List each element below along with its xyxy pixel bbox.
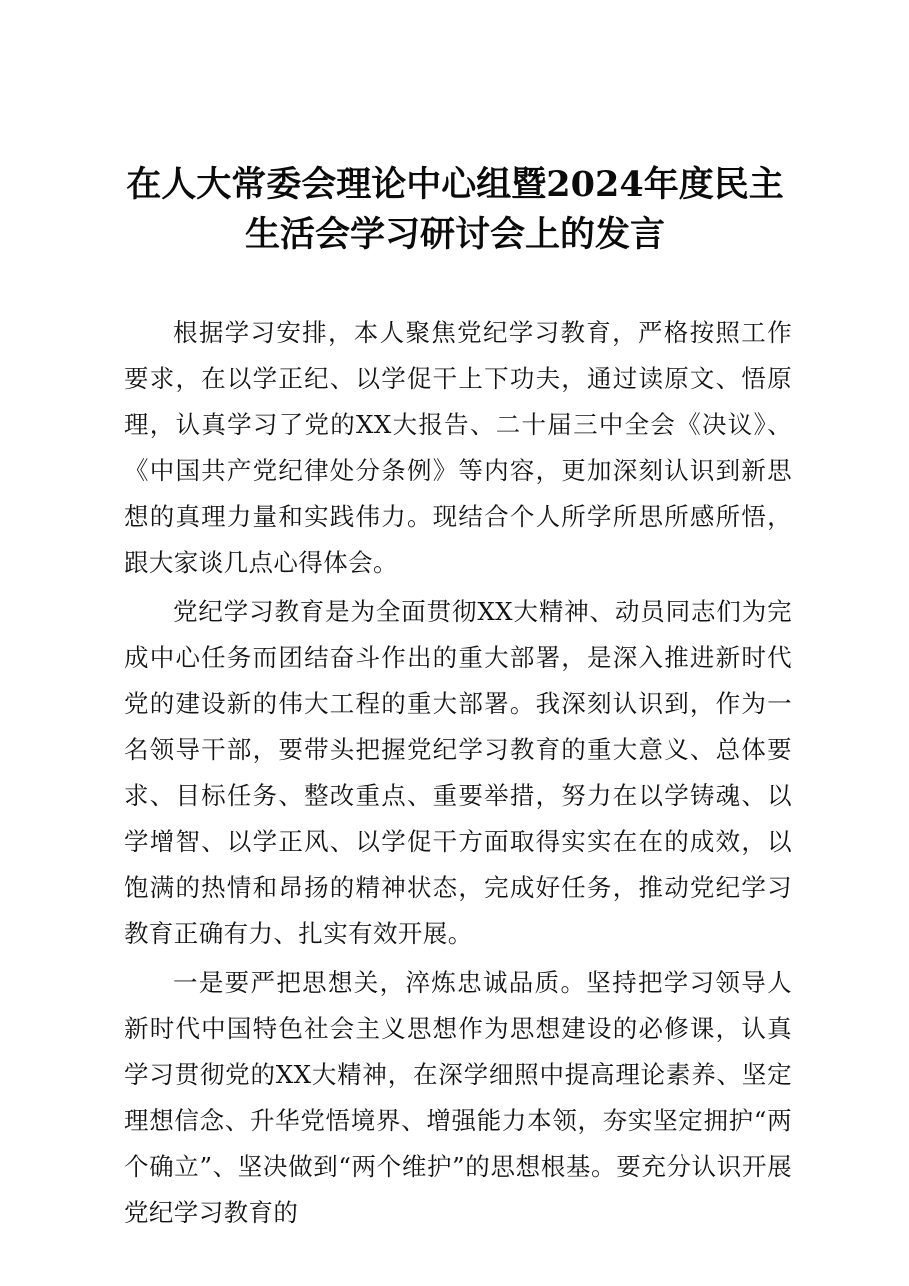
paragraph-significance: 党纪学习教育是为全面贯彻XX大精神、动员同志们为完成中心任务而团结奋斗作出的重大部署，是深入推进新时代党的建设新的伟大工程的重大部署。我深刻认识到，作为一名领导干部，要带头把握党纪学习教育的重大意义、总体要求、目标任务、整改重点、重要举措，努力在以学铸魂、以学增智、以学正风、以学促干方面取得实实在在的成效，以饱满的热情和昂扬的精神状态，完成好任务，推动党纪学习教育正确有力、扎实有效开展。 [124, 597, 792, 948]
document-body [124, 310, 792, 1239]
paragraph-intro: 根据学习安排，本人聚焦党纪学习教育，严格按照工作要求，在以学正纪、以学促干上下功夫，通过读原文、悟原理，认真学习了党的XX大报告、二十届三中全会《决议》、《中国共产党纪律处分条例》等内容，更加深刻认识到新思想的真理力量和实践伟力。现结合个人所学所思所感所悟，跟大家谈几点心得体会。 [124, 318, 792, 577]
document-title: 在人大常委会理论中心组暨2024年度民主生活会学习研讨会上的发言 [126, 164, 784, 255]
paragraph-point-one: 一是要严把思想关，淬炼忠诚品质。坚持把学习领导人新时代中国特色社会主义思想作为思想建设的必修课，认真学习贯彻党的XX大精神，在深学细照中提高理论素养、坚定理想信念、升华党悟境界、增强能力本领，夯实坚定拥护“两个确立”、坚决做到“两个维护”的思想根基。要充分认识开展党纪学习教育的 [124, 968, 792, 1227]
